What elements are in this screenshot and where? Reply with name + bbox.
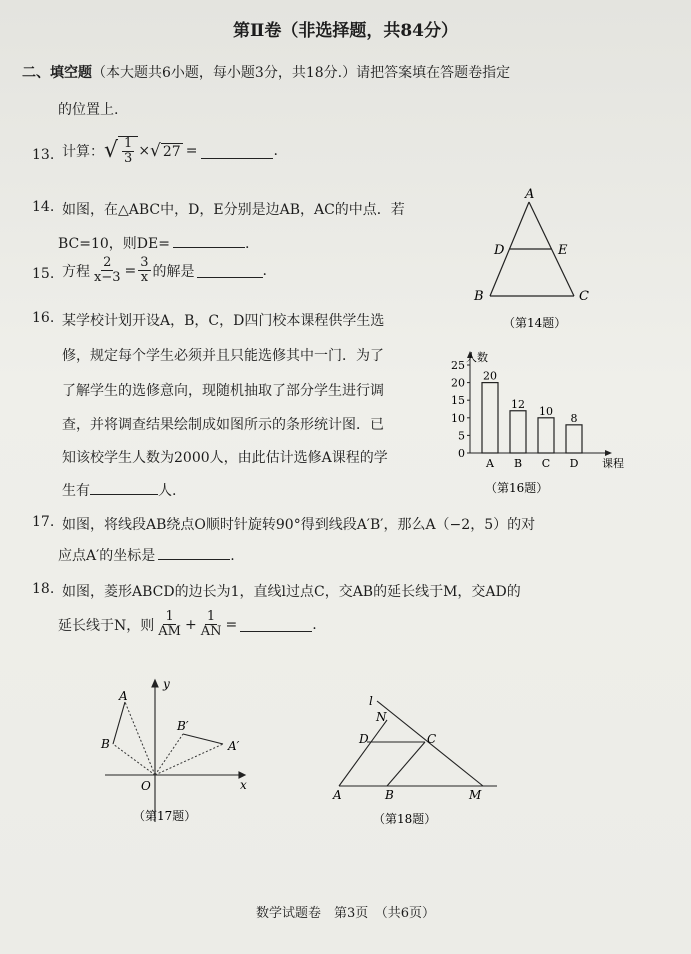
q15-f2-den: x <box>140 270 149 285</box>
data-label-B: 12 <box>511 397 525 411</box>
bar-C <box>538 418 554 453</box>
x-tick-label-C: C <box>541 457 551 470</box>
fig17-label-x: x <box>240 778 247 792</box>
fig18-caption: （第18题） <box>373 812 437 826</box>
q15-end: . <box>262 262 267 279</box>
q18-answer-blank <box>240 617 312 632</box>
fig18-label-n: N <box>376 710 387 724</box>
fig17-caption: （第17题） <box>133 809 197 823</box>
q15-f1-den: x−3 <box>94 270 121 285</box>
q14-line2: BC=10，则DE= <box>58 236 170 252</box>
fig18-label-m: M <box>469 788 482 802</box>
x-tick-label-A: A <box>486 457 494 470</box>
q16-answer-blank <box>90 480 158 495</box>
q15-equals: = <box>124 262 137 279</box>
q18-f1-num: 1 <box>165 609 174 624</box>
y-tick-label: 20 <box>451 376 465 390</box>
q16-last-prefix: 生有 <box>62 483 90 499</box>
q17-line2: 应点A′的坐标是 <box>58 548 156 564</box>
q13-frac-den: 3 <box>124 151 133 166</box>
y-tick-label: 10 <box>451 411 465 425</box>
question-14-line2 <box>58 233 249 253</box>
q13-radicand: 27 <box>162 143 181 160</box>
section-header <box>22 62 510 82</box>
figure-17 <box>95 672 265 832</box>
fig17-label-b-prime: B′ <box>177 719 189 733</box>
question-18-line2 <box>58 610 317 639</box>
q18-equals: = <box>225 616 238 633</box>
q18-f1-den: AM <box>158 624 181 639</box>
fig18-label-b: B <box>385 788 394 802</box>
section-instruction-cont: 的位置上. <box>58 102 119 118</box>
fig18-label-a: A <box>333 788 342 802</box>
question-15 <box>62 256 267 285</box>
q13-number: 13. <box>32 147 55 163</box>
q15-number: 15. <box>32 266 55 282</box>
y-tick-label: 5 <box>458 429 465 443</box>
section-heading: 二、填空题 <box>22 65 92 81</box>
fig18-label-c: C <box>427 732 437 746</box>
data-label-C: 10 <box>539 404 553 418</box>
q16-line-5: 知该校学生人数为2000人，由此估计选修A课程的学 <box>62 450 388 466</box>
y-tick-label: 0 <box>458 447 465 460</box>
q14-answer-blank <box>173 233 245 248</box>
q13-frac-num: 1 <box>124 136 133 151</box>
q14-end: . <box>244 236 250 252</box>
q13-end: . <box>273 143 278 159</box>
q16-last-suffix: 人. <box>158 483 177 499</box>
sqrt-one-third: √ $\frac{1}{3}$ <box>104 136 138 166</box>
sqrt-27: √ 27 <box>150 141 181 161</box>
y-axis-label: 人数 <box>466 351 488 364</box>
fig14-caption: （第14题） <box>503 316 567 330</box>
data-label-D: 8 <box>570 411 578 425</box>
q15-answer-blank <box>197 263 263 278</box>
q18-number: 18. <box>32 581 55 597</box>
bar-A <box>482 383 498 453</box>
times-sign: × <box>138 143 151 159</box>
section-instruction: （本大题共6小题，每小题3分，共18分.）请把答案填在答题卷指定 <box>92 65 511 81</box>
q13-prefix: 计算： <box>62 144 104 160</box>
q13-answer-blank <box>201 144 273 159</box>
fig14-label-c: C <box>579 289 589 304</box>
page-title: 第Ⅱ卷（非选择题，共84分） <box>233 21 458 41</box>
q14-number: 14. <box>32 199 55 215</box>
q17-answer-blank <box>158 545 230 560</box>
fig17-label-y: y <box>163 677 170 691</box>
fig17-label-a-prime: A′ <box>228 739 240 753</box>
x-tick-label-B: B <box>513 457 523 470</box>
q18-plus: + <box>184 616 197 633</box>
y-tick-label: 15 <box>451 394 465 408</box>
fig17-label-a: A <box>119 689 128 703</box>
data-label-A: 20 <box>483 369 497 383</box>
fig18-label-d: D <box>359 732 369 746</box>
x-axis-arrow <box>605 450 612 456</box>
bar-D <box>566 425 582 453</box>
q15-suffix: 的解是 <box>152 263 195 280</box>
page-footer: 数学试题卷 第3页 （共6页） <box>255 906 436 921</box>
q16-line-2: 修，规定每个学生必须并且只能选修其中一门．为了 <box>62 348 384 364</box>
q16-line-4: 查，并将调查结果绘制成如图所示的条形统计图．已 <box>62 417 384 433</box>
question-13 <box>62 136 278 166</box>
x-axis-label: 课程 <box>602 457 624 470</box>
q13-equals: = <box>185 143 198 159</box>
q15-prefix: 方程 <box>62 263 90 280</box>
fig14-label-b: B <box>474 289 484 304</box>
q14-line1: 如图，在△ABC中，D，E分别是边AB，AC的中点．若 <box>62 202 405 218</box>
fig17-label-o: O <box>141 779 151 793</box>
question-17-line2 <box>58 545 235 565</box>
fig14-label-d: D <box>494 243 505 258</box>
figure-18 <box>325 695 505 835</box>
figure-14 <box>466 186 606 336</box>
fig14-label-e: E <box>558 243 568 258</box>
q15-f1-num: 2 <box>103 255 112 270</box>
q18-end: . <box>312 616 317 633</box>
fig18-label-l: l <box>369 694 373 708</box>
q17-line1: 如图，将线段AB绕点O顺时针旋转90°得到线段A′B′，那么A（−2，5）的对 <box>62 517 536 533</box>
x-tick-label-D: D <box>569 457 579 470</box>
fig17-label-b: B <box>101 737 110 751</box>
q16-line-3: 了解学生的选修意向，现随机抽取了部分学生进行调 <box>62 383 384 399</box>
q16-number: 16. <box>32 310 55 326</box>
bar-B <box>510 411 526 453</box>
fig16-caption: （第16题） <box>485 481 549 495</box>
y-tick-label: 25 <box>451 359 465 372</box>
fig14-label-a: A <box>525 187 535 202</box>
q18-line2-prefix: 延长线于N，则 <box>58 617 155 634</box>
q18-f2-num: 1 <box>206 609 216 624</box>
q17-end: . <box>230 548 235 564</box>
figure-16-bar-chart <box>440 340 624 495</box>
q15-f2-num: 3 <box>140 255 149 270</box>
q18-f2-den: AN <box>200 624 222 639</box>
q17-number: 17. <box>32 514 55 530</box>
q18-line1: 如图，菱形ABCD的边长为1，直线l过点C，交AB的延长线于M，交AD的 <box>62 584 521 600</box>
question-16-last <box>62 480 176 500</box>
q16-line-1: 某学校计划开设A，B，C，D四门校本课程供学生选 <box>62 313 385 329</box>
